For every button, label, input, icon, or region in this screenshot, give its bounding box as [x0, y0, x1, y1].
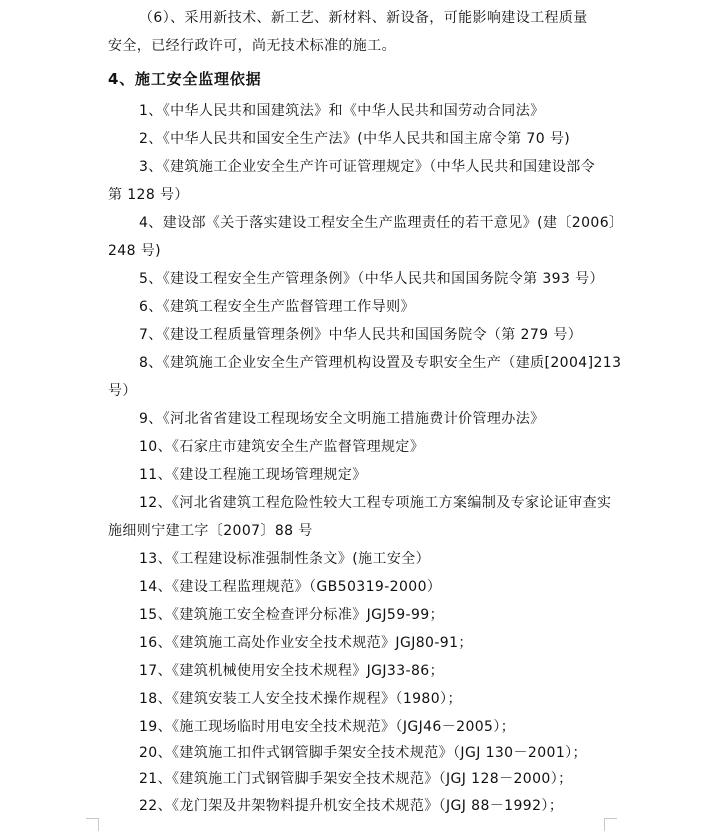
- list-item: 9、《河北省省建设工程现场安全文明施工措施费计价管理办法》: [139, 411, 545, 427]
- list-item: 5、《建设工程安全生产管理条例》（中华人民共和国国务院令第 393 号）: [139, 271, 604, 287]
- list-item: 22、《龙门架及井架物料提升机安全技术规范》（JGJ 88－1992）；: [139, 798, 564, 814]
- list-item-continuation: 248 号): [108, 243, 162, 259]
- list-item: 16、《建筑施工高处作业安全技术规范》JGJ80-91；: [139, 635, 473, 651]
- paragraph-line: （6）、采用新技术、新工艺、新材料、新设备，可能影响建设工程质量: [139, 10, 588, 26]
- list-item: 1、《中华人民共和国建筑法》和《中华人民共和国劳动合同法》: [139, 103, 545, 119]
- list-item-continuation: 号）: [108, 383, 137, 399]
- paragraph-line: 安全，已经行政许可，尚无技术标准的施工。: [108, 38, 396, 54]
- page-margin-corner-mark: [86, 818, 99, 831]
- section-heading: 4、施工安全监理依据: [108, 70, 262, 88]
- list-item-continuation: 施细则宁建工字〔2007〕88 号: [108, 523, 313, 539]
- list-item: 12、《河北省建筑工程危险性较大工程专项施工方案编制及专家论证审查实: [139, 495, 612, 511]
- list-item: 19、《施工现场临时用电安全技术规范》（JGJ46－2005）；: [139, 719, 516, 735]
- list-item: 17、《建筑机械使用安全技术规程》JGJ33-86；: [139, 663, 445, 679]
- list-item: 4、建设部《关于落实建设工程安全生产监理责任的若干意见》(建〔2006〕: [139, 215, 624, 231]
- list-item: 2、《中华人民共和国安全生产法》(中华人民共和国主席令第 70 号): [139, 131, 571, 147]
- list-item: 13、《工程建设标准强制性条文》(施工安全）: [139, 551, 431, 567]
- list-item: 6、《建筑工程安全生产监督管理工作导则》: [139, 299, 415, 315]
- page-margin-corner-mark: [604, 818, 617, 831]
- list-item: 7、《建设工程质量管理条例》中华人民共和国国务院令（第 279 号）: [139, 327, 583, 343]
- list-item: 18、《建筑安装工人安全技术操作规程》（1980）；: [139, 691, 462, 707]
- list-item: 14、《建设工程监理规范》（GB50319-2000）: [139, 579, 442, 595]
- list-item-continuation: 第 128 号）: [108, 187, 189, 203]
- list-item: 20、《建筑施工扣件式钢管脚手架安全技术规范》（JGJ 130－2001）；: [139, 745, 587, 761]
- list-item: 21、《建筑施工门式钢管脚手架安全技术规范》（JGJ 128－2000）；: [139, 771, 573, 787]
- list-item: 10、《石家庄市建筑安全生产监督管理规定》: [139, 439, 425, 455]
- list-item: 15、《建筑施工安全检查评分标准》JGJ59-99；: [139, 607, 445, 623]
- list-item: 11、《建设工程施工现场管理规定》: [139, 467, 367, 483]
- list-item: 3、《建筑施工企业安全生产许可证管理规定》（中华人民共和国建设部令: [139, 159, 596, 175]
- list-item: 8、《建筑施工企业安全生产管理机构设置及专职安全生产（建质[2004]213: [139, 355, 622, 371]
